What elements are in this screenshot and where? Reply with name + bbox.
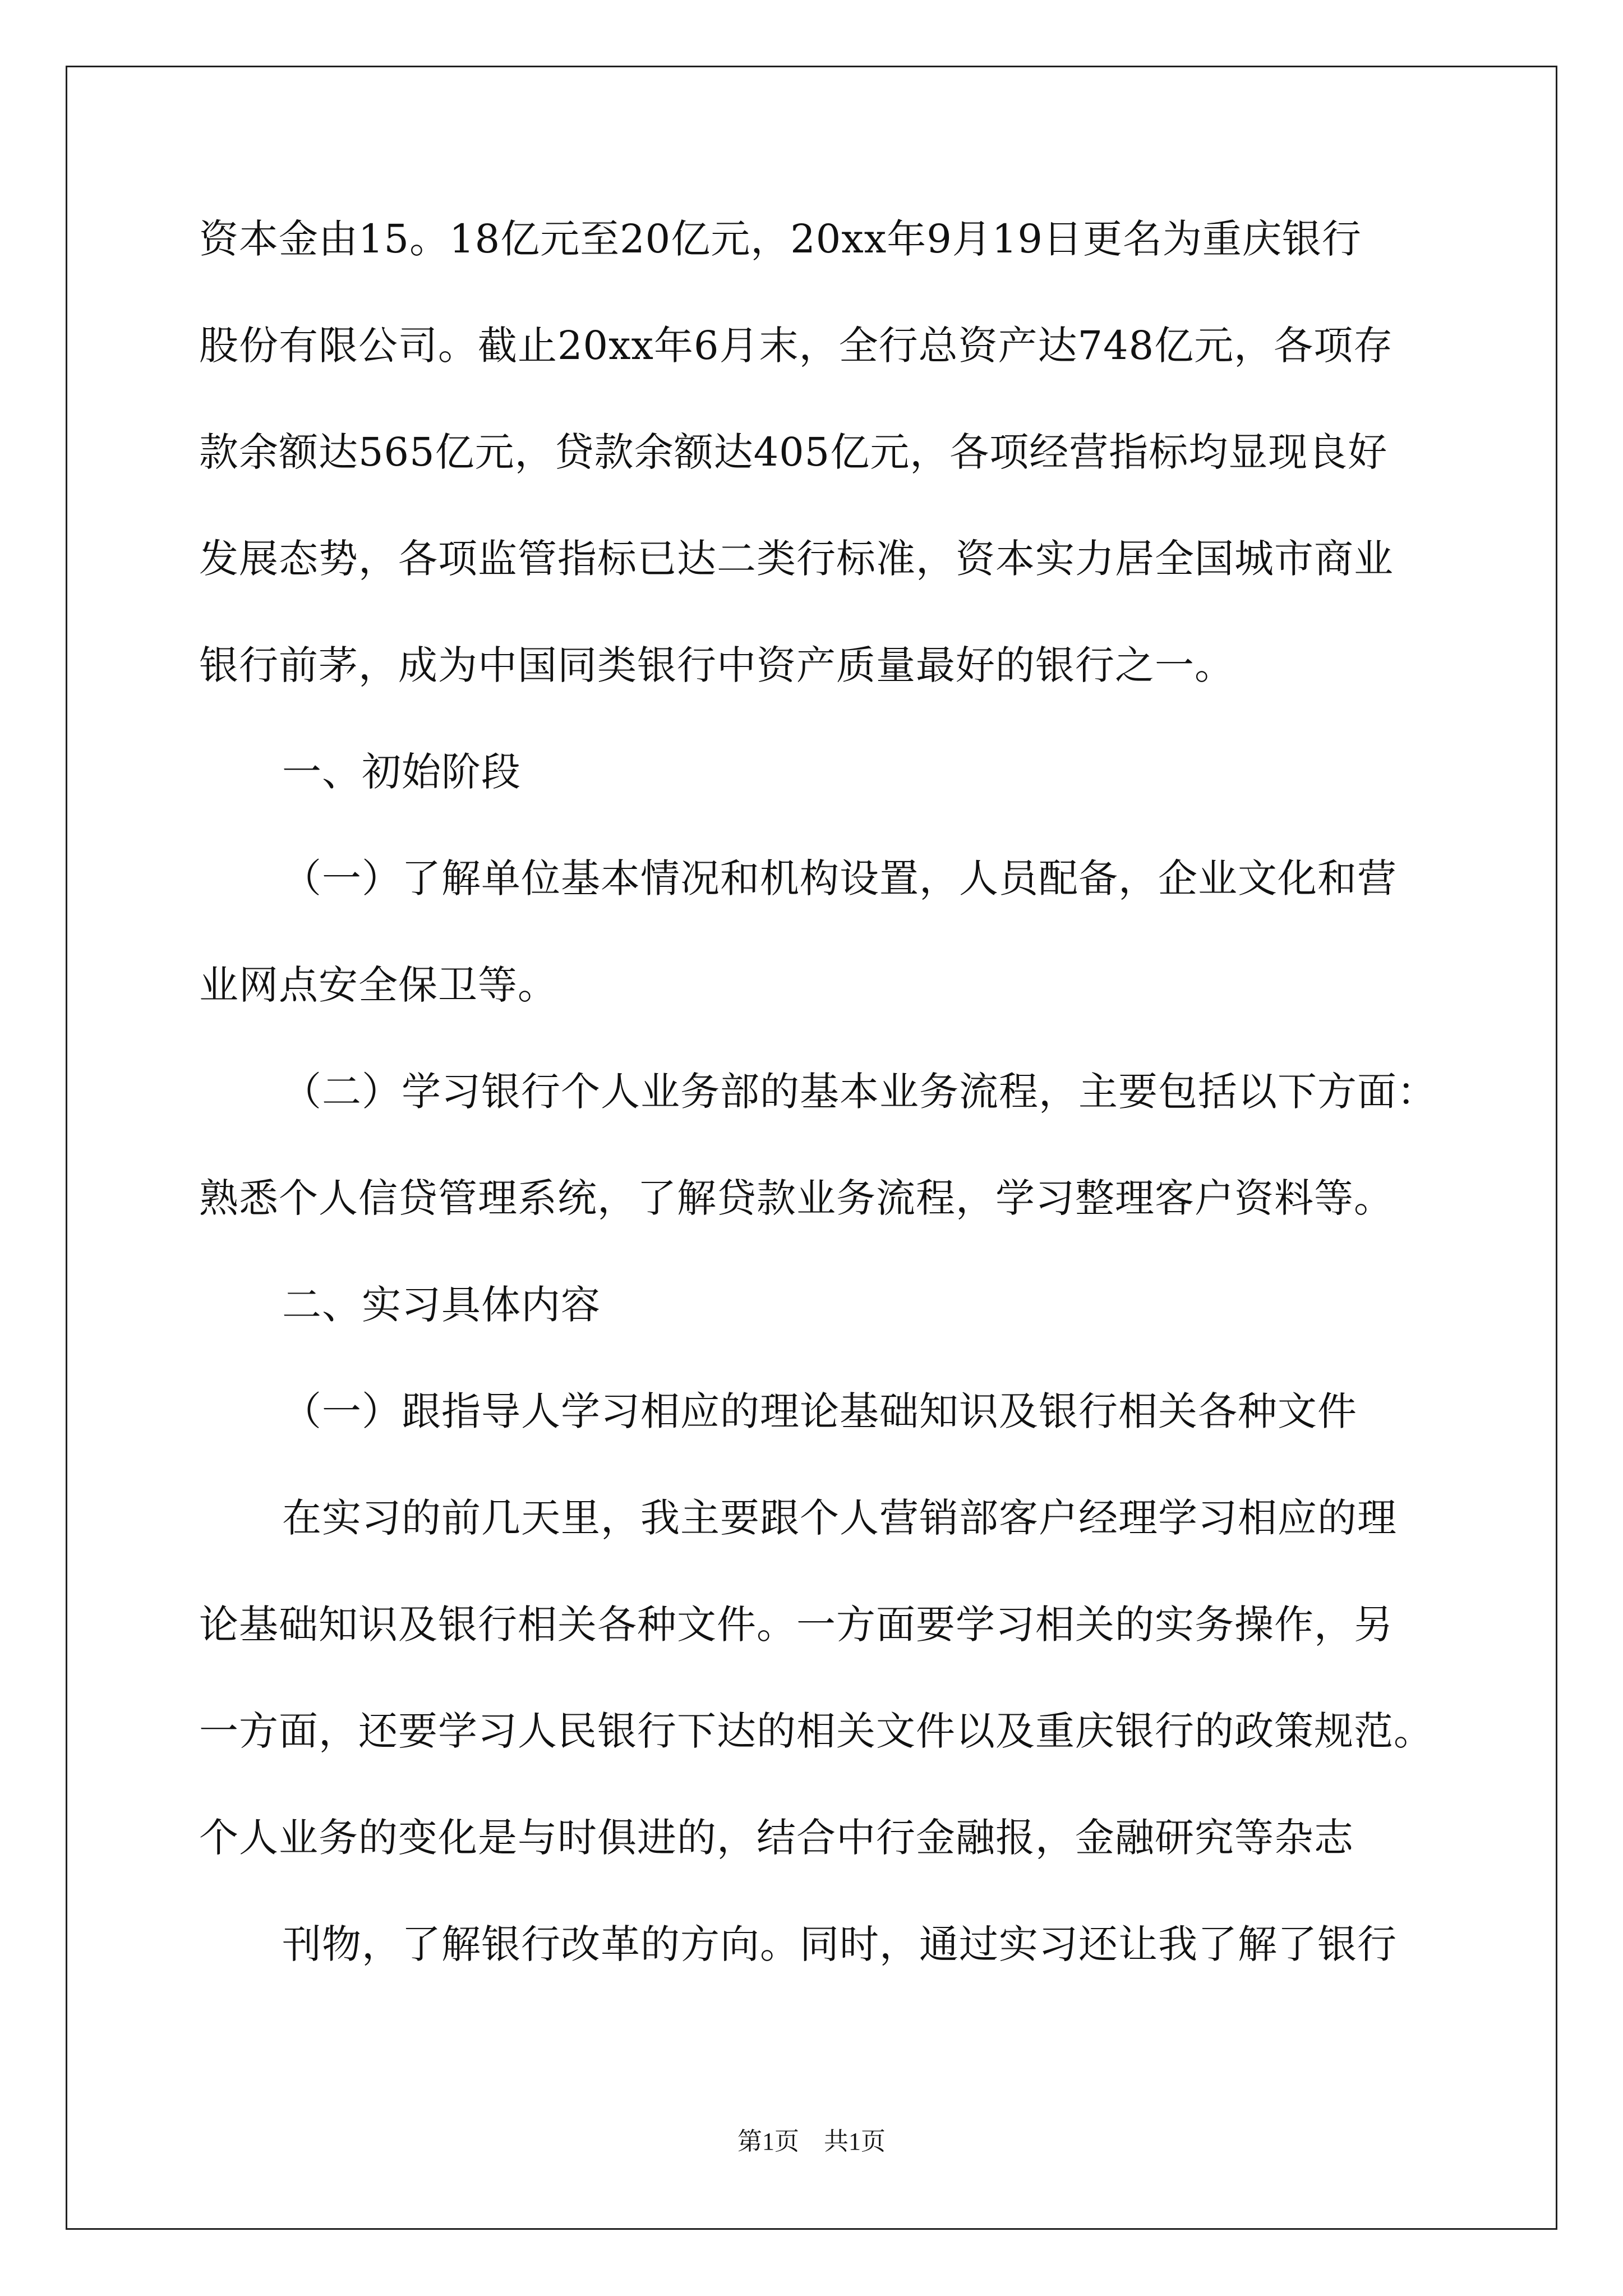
text-line-12: （一）跟指导人学习相应的理论基础知识及银行相关各种文件 [282,1388,1357,1434]
text-line-14: 论基础知识及银行相关各种文件。一方面要学习相关的实务操作，另 [199,1602,1394,1648]
text-line-7: （一）了解单位基本情况和机构设置，人员配备，企业文化和营 [282,855,1397,901]
text-line-1: 资本金由15。18亿元至20亿元，20xx年9月19日更名为重庆银行 [199,216,1362,262]
text-line-17: 刊物，了解银行改革的方向。同时，通过实习还让我了解了银行 [282,1921,1397,1967]
text-line-9: （二）学习银行个人业务部的基本业务流程，主要包括以下方面： [282,1069,1437,1115]
text-line-8: 业网点安全保卫等。 [199,962,557,1008]
section-heading-2: 二、实习具体内容 [282,1282,601,1328]
text-line-5: 银行前茅，成为中国同类银行中资产质量最好的银行之一。 [199,642,1234,688]
text-line-15: 一方面，还要学习人民银行下达的相关文件以及重庆银行的政策规范。 [199,1708,1433,1754]
text-line-3: 款余额达565亿元，贷款余额达405亿元，各项经营指标均显现良好 [199,429,1388,475]
section-heading-1: 一、初始阶段 [282,749,521,795]
page-border [66,66,1557,2230]
text-line-4: 发展态势，各项监管指标已达二类行标准，资本实力居全国城市商业 [199,536,1394,582]
page-number-footer: 第1页 共1页 [737,2128,886,2155]
text-line-13: 在实习的前几天里，我主要跟个人营销部客户经理学习相应的理 [282,1495,1397,1541]
text-line-10: 熟悉个人信贷管理系统，了解贷款业务流程，学习整理客户资料等。 [199,1175,1394,1221]
text-line-2: 股份有限公司。截止20xx年6月末，全行总资产达748亿元，各项存 [199,323,1394,369]
text-line-16: 个人业务的变化是与时俱进的，结合中行金融报，金融研究等杂志 [199,1815,1354,1861]
